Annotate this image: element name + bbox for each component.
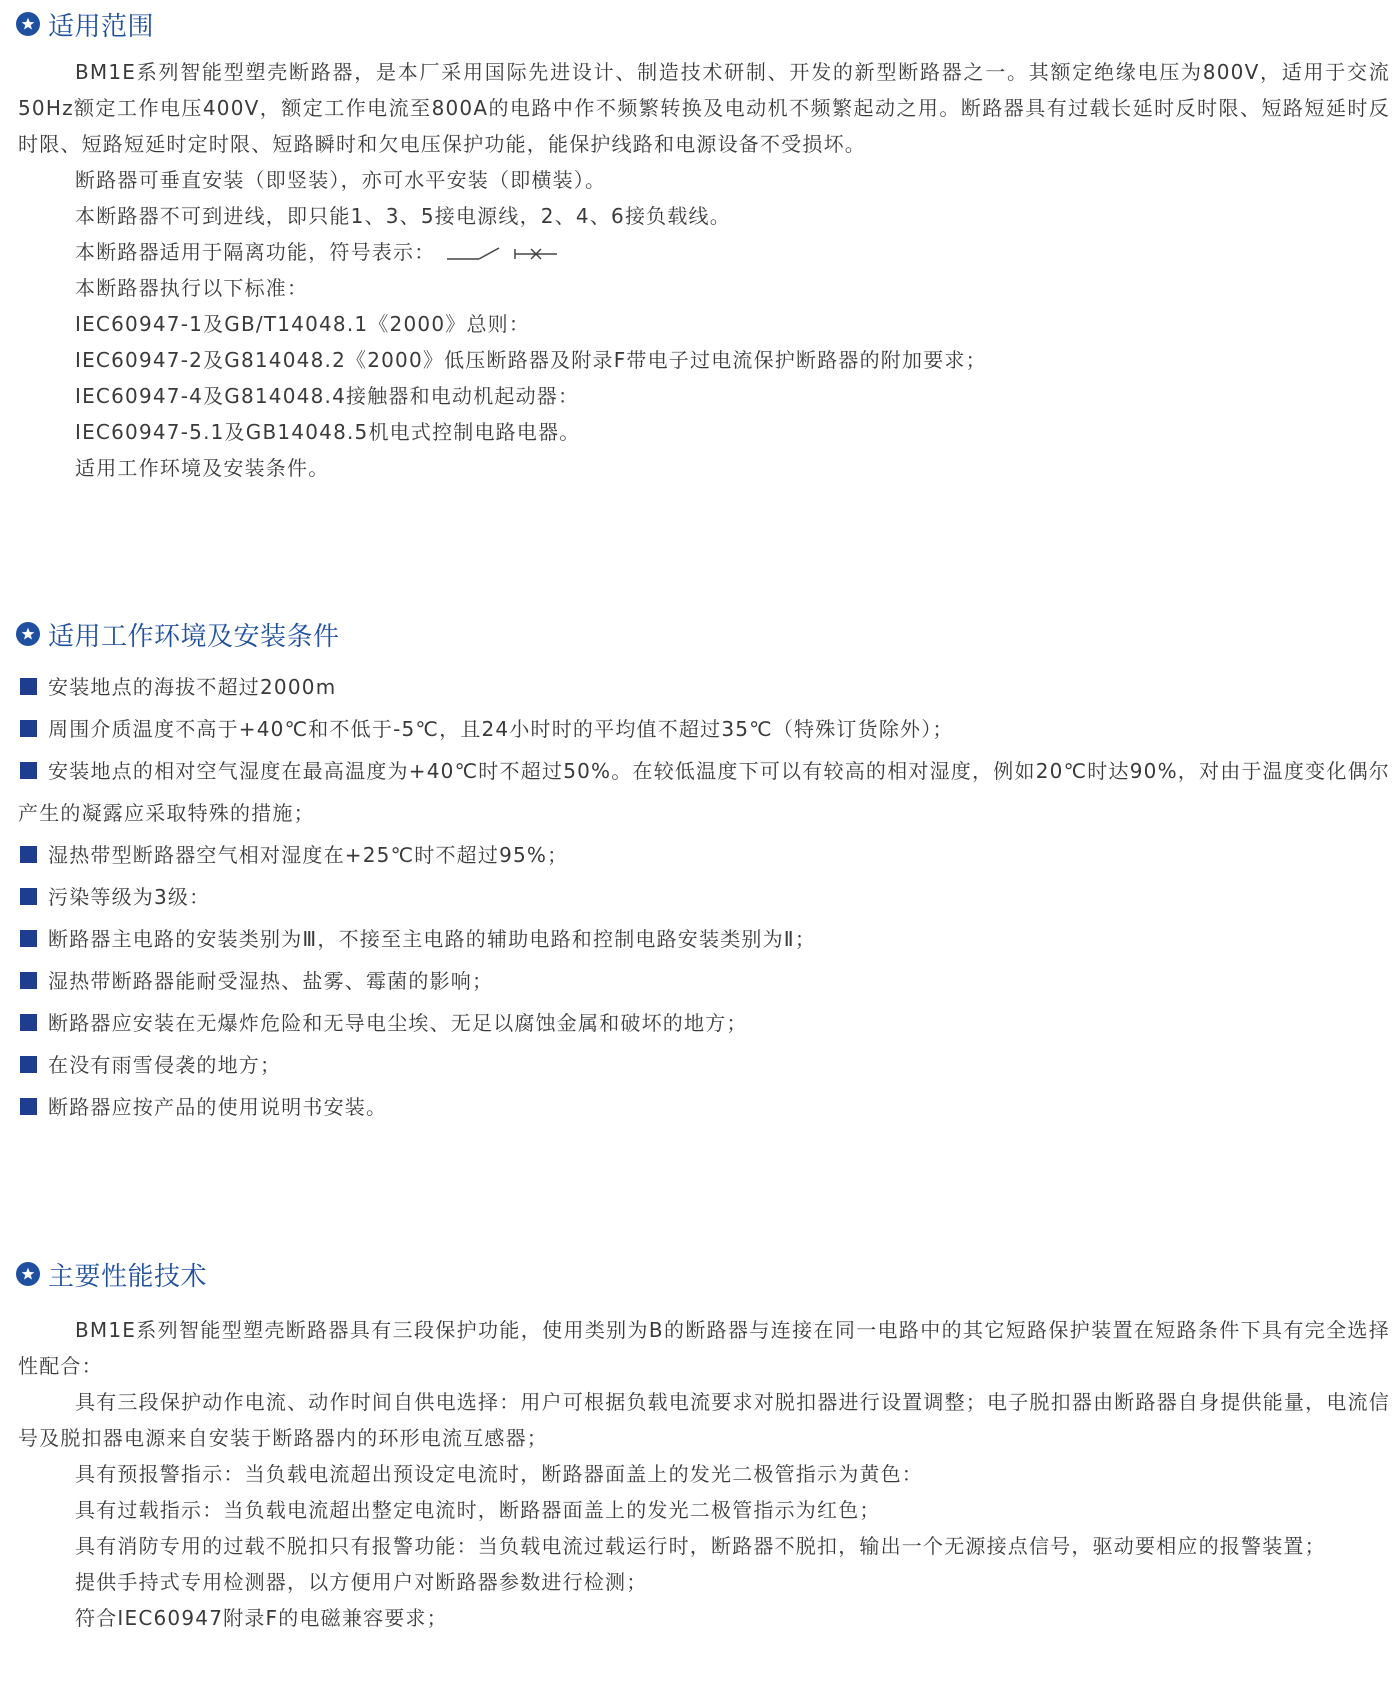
paragraph: 具有预报警指示：当负载电流超出预设定电流时，断路器面盖上的发光二极管指示为黄色： xyxy=(75,1462,923,1486)
list-item-text: 湿热带断路器能耐受湿热、盐雾、霉菌的影响； xyxy=(48,969,494,993)
list-item-text: 湿热带型断路器空气相对湿度在+25℃时不超过95%； xyxy=(48,843,569,867)
list-item-text: 在没有雨雪侵袭的地方； xyxy=(48,1053,282,1077)
list-item xyxy=(18,1044,1390,1086)
paragraph: 本断路器不可到进线，即只能1、3、5接电源线，2、4、6接负载线。 xyxy=(75,204,731,228)
paragraph: IEC60947-4及G814048.4接触器和电动机起动器： xyxy=(75,384,580,408)
paragraph: BM1E系列智能型塑壳断路器具有三段保护功能，使用类别为B的断路器与连接在同一电路中的其它短路保护装置在短路条件下具有完全选择性配合： xyxy=(18,1318,1390,1378)
section-heading-environment xyxy=(16,616,340,652)
list-item xyxy=(18,750,1390,834)
section-title: 适用工作环境及安装条件 xyxy=(48,621,340,652)
square-bullet-icon xyxy=(20,888,37,905)
section-heading-performance xyxy=(16,1256,207,1292)
square-bullet-icon xyxy=(20,762,37,779)
section-body-scope xyxy=(18,54,1390,486)
paragraph: BM1E系列智能型塑壳断路器，是本厂采用国际先进设计、制造技术研制、开发的新型断路器之一。其额定绝缘电压为800V，适用于交流50Hz额定工作电压400V，额定工作电流至800A的电路中作不频繁转换及电动机不频繁起动之用。断路器具有过载长延时反时限、短路短延时反时限、短路短延时定时限、短路瞬时和欠电压保护功能，能保护线路和电源设备不受损坏。 xyxy=(18,60,1390,156)
square-bullet-icon xyxy=(20,846,37,863)
paragraph: 适用工作环境及安装条件。 xyxy=(75,456,330,480)
paragraph: 断路器可垂直安装（即竖装），亦可水平安装（即横装）。 xyxy=(75,168,607,192)
paragraph-text: 本断路器适用于隔离功能，符号表示： xyxy=(75,240,436,264)
list-item xyxy=(18,834,1390,876)
paragraph: 本断路器执行以下标准： xyxy=(75,276,309,300)
section-body-performance xyxy=(18,1312,1390,1636)
square-bullet-icon xyxy=(20,1056,37,1073)
list-item-text: 断路器应安装在无爆炸危险和无导电尘埃、无足以腐蚀金属和破坏的地方； xyxy=(48,1011,748,1035)
isolator-switch-symbol-icon xyxy=(443,244,561,264)
paragraph: 具有三段保护动作电流、动作时间自供电选择：用户可根据负载电流要求对脱扣器进行设置调整；电子脱扣器由断路器自身提供能量，电流信号及脱扣器电源来自安装于断路器内的环形电流互感器； xyxy=(18,1390,1390,1450)
list-item-text: 安装地点的相对空气湿度在最高温度为+40℃时不超过50%。在较低温度下可以有较高的相对湿度，例如20℃时达90%，对由于温度变化偶尔产生的凝露应采取特殊的措施； xyxy=(18,759,1390,825)
list-item xyxy=(18,666,1390,708)
list-item xyxy=(18,1002,1390,1044)
list-item xyxy=(18,876,1390,918)
star-circle-icon xyxy=(16,1262,40,1286)
square-bullet-icon xyxy=(20,678,37,695)
list-item xyxy=(18,918,1390,960)
paragraph: IEC60947-1及GB/T14048.1《2000》总则： xyxy=(75,312,531,336)
square-bullet-icon xyxy=(20,972,37,989)
square-bullet-icon xyxy=(20,1014,37,1031)
section-title: 适用范围 xyxy=(48,11,155,42)
paragraph: 具有过载指示：当负载电流超出整定电流时，断路器面盖上的发光二极管指示为红色； xyxy=(75,1498,881,1522)
square-bullet-icon xyxy=(20,720,37,737)
paragraph: IEC60947-5.1及GB14048.5机电式控制电路电器。 xyxy=(75,420,581,444)
star-circle-icon xyxy=(16,622,40,646)
list-item-text: 污染等级为3级： xyxy=(48,885,211,909)
paragraph: IEC60947-2及G814048.2《2000》低压断路器及附录F带电子过电流保护断路器的附加要求； xyxy=(75,348,987,372)
star-circle-icon xyxy=(16,12,40,36)
paragraph: 具有消防专用的过载不脱扣只有报警功能：当负载电流过载运行时，断路器不脱扣，输出一个无源接点信号，驱动要相应的报警装置； xyxy=(75,1534,1326,1558)
list-item xyxy=(18,960,1390,1002)
list-item-text: 断路器应按产品的使用说明书安装。 xyxy=(48,1095,388,1119)
square-bullet-icon xyxy=(20,1098,37,1115)
paragraph: 符合IEC60947附录F的电磁兼容要求； xyxy=(75,1606,448,1630)
section-title: 主要性能技术 xyxy=(48,1261,208,1292)
list-item-text: 断路器主电路的安装类别为Ⅲ，不接至主电路的辅助电路和控制电路安装类别为Ⅱ； xyxy=(48,927,817,951)
square-bullet-icon xyxy=(20,930,37,947)
list-item-text: 周围介质温度不高于+40℃和不低于-5℃，且24小时时的平均值不超过35℃（特殊订货除外）； xyxy=(48,717,954,741)
list-item xyxy=(18,708,1390,750)
list-item xyxy=(18,1086,1390,1128)
section-heading-scope xyxy=(16,6,154,42)
paragraph-isolation xyxy=(18,234,1390,270)
paragraph: 提供手持式专用检测器，以方便用户对断路器参数进行检测； xyxy=(75,1570,648,1594)
list-item-text: 安装地点的海拔不超过2000m xyxy=(48,675,337,699)
environment-bullet-list xyxy=(18,666,1390,1128)
